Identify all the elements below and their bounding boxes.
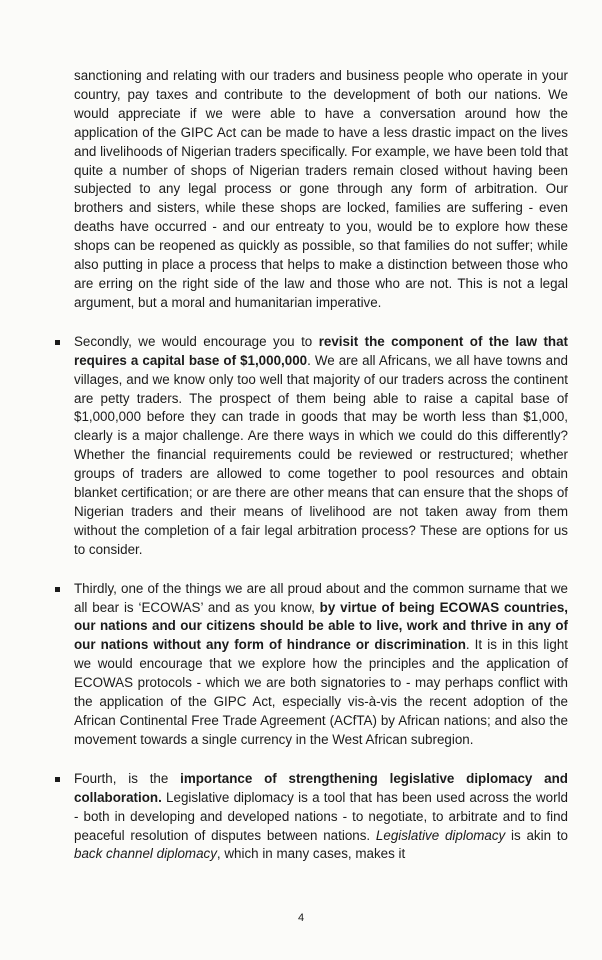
- bullet-marker-icon: [55, 777, 60, 782]
- page-body: [74, 67, 568, 884]
- bullet-bold-text: by virtue of being ECOWAS countries, our nations and our citizens should be able to live, work and thrive in any of our nations without any form of hindrance or discrimination: [74, 599, 568, 653]
- bullet-text: Fourth, is the: [74, 770, 181, 786]
- bullet-marker-icon: [55, 340, 60, 345]
- intro-paragraph: sanctioning and relating with our traders and business people who operate in your country, pay taxes and contribute to the development of both our nations. We would appreciate if we were able to have a conversation around how the application of the GIPC Act can be made to have a less drastic impact on the lives and livelihoods of Nigerian traders specifically. For example, we have been told that quite a number of shops of Nigerian traders remain closed without having been subjected to any legal process or gone through any form of arbitration. Our brothers and sisters, while these shops are locked, families are suffering - even deaths have occurred - and our entreaty to you, would be to explore how these shops can be reopened as quickly as possible, so that families do not suffer; while also putting in place a process that helps to make a distinction between those who are erring on the right side of the law and those who are not. This is not a legal argument, but a moral and humanitarian imperative.: [74, 68, 568, 310]
- bullet-text: . It is in this light we would encourage that we explore how the principles and the application of ECOWAS protocols - which we are both signatories to - may perhaps conflict with the application of the GIPC Act, especially vis-à-vis the recent adoption of the African Continental Free Trade Agreement (ACfTA) by African nations; and also the movement towards a single currency in the West African subregion.: [74, 637, 568, 747]
- bullet-text: . We are all Africans, we all have towns and villages, and we know only too well that majority of our traders across the continent are petty traders. The prospect of them being able to raise a capital base of $1,000,000 before they can trade in goods that may be worth less than $1,000, clearly is a major challenge. Are there ways in which we could do this differently? Whether the financial requirements could be reviewed or restructured; whether groups of traders are allowed to come together to pool resources and obtain blanket certification; or are there are other means that can ensure that the shops of Nigerian traders and their means of livelihood are not taken away from them without the completion of a fair legal arbitration process? These are options for us to consider.: [74, 352, 568, 557]
- bullet-marker-icon: [55, 587, 60, 592]
- bullet-text: Thirdly, one of the things we are all proud about and the common surname that we all bear is ‘ECOWAS’ and as you know,: [74, 580, 568, 615]
- bullet-text: is akin to: [505, 827, 568, 843]
- bullet-paragraph: [74, 333, 568, 560]
- bullet-item-fourth: [74, 770, 568, 865]
- bullet-text: Secondly, we would encourage you to: [74, 333, 319, 349]
- bullet-item-thirdly: [74, 580, 568, 750]
- bullet-item-secondly: [74, 333, 568, 560]
- bullet-paragraph: [74, 770, 568, 865]
- bullet-paragraph: [74, 580, 568, 750]
- bullet-bold-text: importance of strengthening legislative diplomacy and collaboration.: [74, 770, 568, 805]
- bullet-italic-text: Legislative diplomacy: [375, 827, 506, 843]
- bullet-text: , which in many cases, makes it: [216, 846, 406, 862]
- bullet-italic-text: back channel diplomacy: [74, 846, 217, 862]
- bullet-text: Legislative diplomacy is a tool that has been used across the world - both in developing and developed nations - to negotiate, to arbitrate and to find peaceful resolution of disputes between nations.: [74, 789, 568, 843]
- bullet-bold-text: revisit the component of the law that requires a capital base of $1,000,000: [74, 333, 568, 368]
- page-number: 4: [297, 912, 305, 924]
